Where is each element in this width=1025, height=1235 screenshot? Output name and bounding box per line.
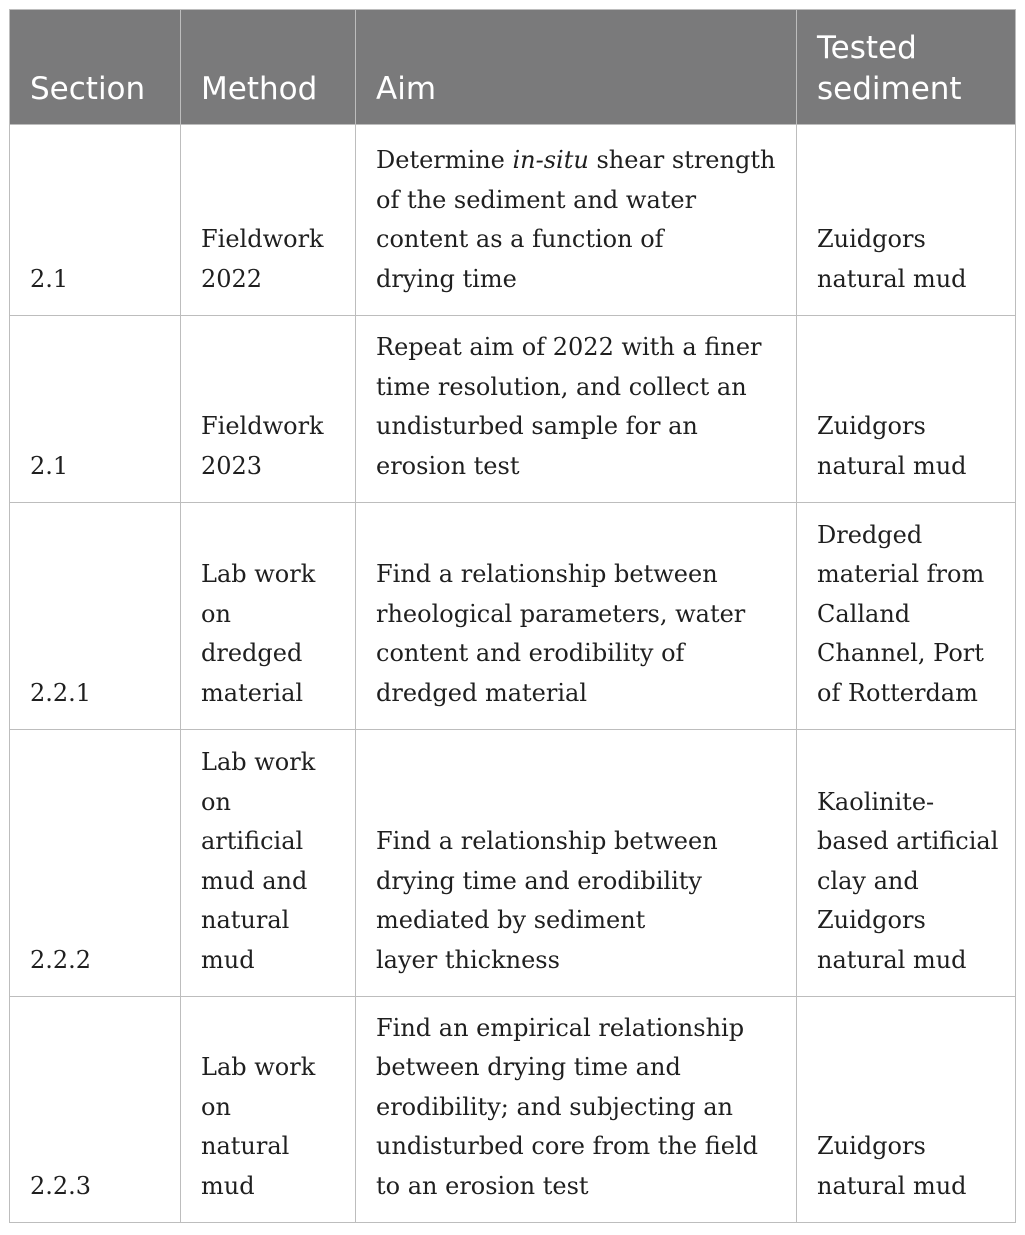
cell-method (181, 503, 356, 730)
cell-sediment-line: material from (817, 560, 985, 588)
cell-aim (356, 997, 797, 1223)
cell-aim-line: mediated by sediment (376, 906, 646, 934)
cell-method-line: on (201, 787, 231, 816)
cell-sediment-line: Zuidgors (817, 1132, 926, 1160)
cell-aim-line: dredged material (376, 678, 588, 707)
header-tested-sediment-line: sediment (817, 71, 962, 107)
cell-sediment (797, 316, 1016, 503)
cell-sediment-line: Zuidgors (817, 225, 926, 253)
cell-sediment (797, 997, 1016, 1223)
cell-aim-line: Find a relationship between (376, 827, 718, 855)
header-aim: Aim (356, 10, 797, 125)
aim-text: Determine (376, 146, 513, 174)
cell-section: 2.1 (10, 125, 181, 316)
cell-aim-line: drying time (376, 264, 517, 293)
cell-sediment-line: natural mud (817, 1171, 967, 1200)
header-row (10, 10, 1016, 125)
cell-aim (356, 503, 797, 730)
cell-aim-line: Repeat aim of 2022 with a finer (376, 333, 762, 361)
cell-sediment-line: Channel, Port (817, 639, 984, 667)
table-row (10, 730, 1016, 997)
cell-sediment-line: Zuidgors (817, 906, 926, 934)
methods-table-container (9, 9, 1015, 1223)
cell-sediment-line: Kaolinite- (817, 787, 935, 816)
table-row (10, 503, 1016, 730)
cell-aim-line: layer thickness (376, 945, 560, 974)
cell-aim (356, 125, 797, 316)
cell-method-line: mud and (201, 866, 308, 895)
cell-method (181, 730, 356, 997)
table-row (10, 997, 1016, 1223)
cell-method-line: mud (201, 1171, 255, 1200)
cell-sediment-line: natural mud (817, 264, 967, 293)
cell-sediment-line: Dredged (817, 520, 923, 549)
cell-method-line: material (201, 678, 304, 707)
cell-aim-line: content as a function of (376, 225, 664, 253)
cell-aim-line: Find a relationship between (376, 560, 718, 588)
cell-method-line: natural (201, 1132, 290, 1160)
table-row (10, 316, 1016, 503)
cell-section: 2.2.1 (10, 503, 181, 730)
cell-method-line: natural (201, 906, 290, 934)
cell-aim-line: erodibility; and subjecting an (376, 1092, 733, 1121)
cell-section: 2.1 (10, 316, 181, 503)
cell-aim-line: to an erosion test (376, 1171, 589, 1200)
cell-sediment-line: of Rotterdam (817, 678, 978, 707)
cell-aim (356, 730, 797, 997)
cell-sediment (797, 503, 1016, 730)
cell-method-line: on (201, 599, 231, 628)
cell-aim-line: undisturbed core from the field (376, 1132, 758, 1160)
cell-section: 2.2.2 (10, 730, 181, 997)
cell-method (181, 125, 356, 316)
cell-sediment-line: Zuidgors (817, 412, 926, 440)
header-method: Method (181, 10, 356, 125)
cell-method-line: 2023 (201, 451, 263, 480)
cell-sediment-line: natural mud (817, 451, 967, 480)
cell-sediment (797, 125, 1016, 316)
cell-method-line: Lab work (201, 560, 316, 588)
aim-text: shear strength (588, 146, 776, 174)
header-tested-sediment-line: Tested (817, 30, 917, 66)
cell-aim-line (376, 141, 776, 181)
cell-aim (356, 316, 797, 503)
cell-method-line: Lab work (201, 1053, 316, 1081)
table-body (10, 125, 1016, 1223)
cell-method-line: artificial (201, 827, 304, 855)
cell-aim-line: drying time and erodibility (376, 866, 702, 895)
cell-aim-line: between drying time and (376, 1053, 681, 1081)
cell-aim-line: time resolution, and collect an (376, 372, 747, 401)
cell-sediment-line: clay and (817, 866, 919, 895)
cell-method (181, 316, 356, 503)
aim-italic-term: in-situ (512, 146, 589, 174)
table-header (10, 10, 1016, 125)
cell-aim-line: Find an empirical relationship (376, 1013, 745, 1042)
cell-method-line: 2022 (201, 264, 263, 293)
cell-method-line: Lab work (201, 748, 316, 776)
cell-aim-line: rheological parameters, water (376, 599, 746, 628)
methods-table (9, 9, 1016, 1223)
cell-method-line: on (201, 1092, 231, 1121)
cell-sediment-line: natural mud (817, 945, 967, 974)
cell-aim-line: erosion test (376, 451, 520, 480)
cell-method-line: Fieldwork (201, 412, 324, 440)
cell-aim-line: of the sediment and water (376, 185, 697, 214)
cell-aim-line: undisturbed sample for an (376, 412, 698, 440)
cell-method-line: dredged (201, 639, 303, 667)
header-tested-sediment (797, 10, 1016, 125)
cell-sediment (797, 730, 1016, 997)
cell-sediment-line: based artificial (817, 827, 999, 855)
cell-method-line: mud (201, 945, 255, 974)
cell-method-line: Fieldwork (201, 225, 324, 253)
cell-method (181, 997, 356, 1223)
cell-section: 2.2.3 (10, 997, 181, 1223)
header-section: Section (10, 10, 181, 125)
cell-aim-line: content and erodibility of (376, 639, 685, 667)
table-row (10, 125, 1016, 316)
cell-sediment-line: Calland (817, 599, 911, 628)
